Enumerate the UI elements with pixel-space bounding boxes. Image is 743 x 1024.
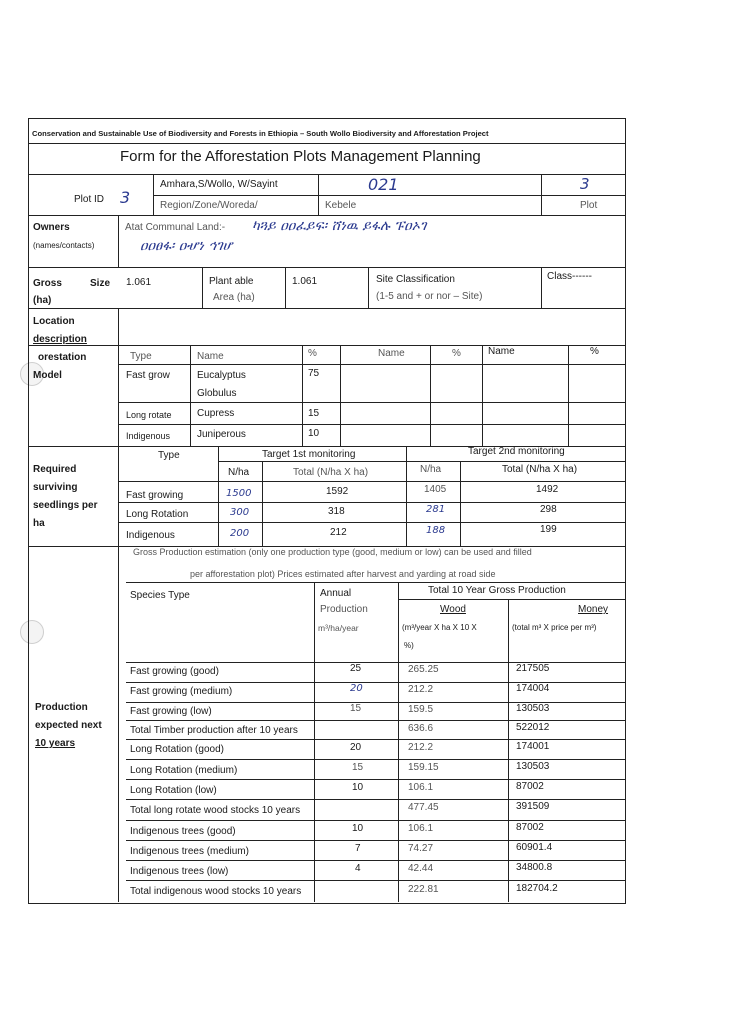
production-row-wood: 222.81 (408, 884, 439, 895)
seedlings-row-n2: 281 (426, 504, 446, 515)
model-h-pct: % (308, 348, 317, 359)
seedlings-h-total2: Total (N/ha X ha) (502, 464, 578, 475)
production-row-money: 391509 (516, 801, 550, 812)
model-row-name-2: Globulus (197, 388, 237, 399)
production-row-type: Fast growing (good) (130, 666, 219, 677)
plot-id-label: Plot ID (74, 194, 105, 205)
production-row-wood: 212.2 (408, 684, 434, 695)
production-row-money: 87002 (516, 822, 544, 833)
site-classification-label: Site Classification (376, 274, 455, 285)
production-row-money: 182704.2 (516, 883, 558, 894)
seedlings-row-n1: 300 (230, 507, 250, 518)
production-row-money: 34800.8 (516, 862, 553, 873)
plantable-label-1: Plant able (209, 276, 254, 287)
model-row-name: Cupress (197, 408, 235, 419)
seedlings-row-type: Long Rotation (126, 509, 189, 520)
region-label: Region/Zone/Woreda/ (160, 200, 258, 211)
production-h-wood: Wood (440, 604, 466, 615)
production-row-money: 174001 (516, 741, 550, 752)
seedlings-h-type: Type (158, 450, 180, 461)
production-label-2: expected next (35, 720, 102, 731)
region-value: Amhara,S/Wollo, W/Sayint (160, 179, 278, 190)
production-row-type: Total indigenous wood stocks 10 years (130, 886, 302, 897)
seedlings-label-1: Required (33, 464, 77, 475)
production-row-type: Indigenous trees (good) (130, 826, 236, 837)
production-row-type: Fast growing (medium) (130, 686, 233, 697)
production-row-money: 174004 (516, 683, 550, 694)
production-label-1: Production (35, 702, 88, 713)
production-row-type: Total Timber production after 10 years (130, 725, 298, 736)
production-h-wood-3: %) (404, 641, 414, 650)
production-row-money: 522012 (516, 722, 550, 733)
production-row-money: 60901.4 (516, 842, 553, 853)
seedlings-label-3: seedlings per (33, 500, 98, 511)
model-row-type: Indigenous (126, 431, 171, 441)
ha-label: (ha) (33, 295, 52, 306)
plot-label: Plot (580, 200, 598, 211)
seedlings-row-n2: 188 (426, 525, 446, 536)
production-row-annual: 7 (355, 843, 361, 854)
owners-handwritten-1: ካጓይ ዐዐፈይፍ፡ ሸነዉ ይፋሉ ፑዐኦገ (252, 218, 427, 234)
production-row-wood: 159.5 (408, 704, 434, 715)
seedlings-row-type: Fast growing (126, 490, 184, 501)
size-label: Size (90, 278, 111, 289)
production-h-wood-2: (m³/year X ha X 10 X (402, 623, 477, 632)
seedlings-row-t1: 212 (330, 527, 347, 538)
plantable-label-2: Area (ha) (213, 292, 255, 303)
seedlings-h-total1: Total (N/ha X ha) (293, 467, 369, 478)
location-label-2: description (33, 334, 87, 345)
production-row-wood: 106.1 (408, 823, 434, 834)
production-note-1: Gross Production estimation (only one production type (good, medium or low) can be used and filled (133, 547, 532, 557)
seedlings-row-n1: 200 (230, 528, 250, 539)
production-note-2: per afforestation plot) Prices estimated after harvest and yarding at road side (190, 569, 496, 579)
model-h-pct3: % (590, 346, 599, 357)
model-label-2: Model (33, 370, 62, 381)
owners-prefix: Atat Communal Land:- (125, 222, 226, 233)
gross-label: Gross (33, 278, 62, 289)
site-classification-hint: (1-5 and + or nor – Site) (376, 291, 483, 302)
kebele-label: Kebele (325, 200, 357, 211)
seedlings-h-nha: N/ha (228, 467, 250, 478)
production-row-annual: 20 (350, 683, 363, 694)
location-label-1: Location (33, 316, 75, 327)
seedlings-row-n2: 1405 (424, 484, 447, 495)
model-row-name: Juniperous (197, 429, 246, 440)
production-row-type: Long Rotation (low) (130, 785, 217, 796)
seedlings-row-t2: 1492 (536, 484, 559, 495)
model-h-name2: Name (378, 348, 405, 359)
model-h-pct2: % (452, 348, 461, 359)
production-h-annual-3: m³/ha/year (318, 623, 359, 633)
production-row-wood: 477.45 (408, 802, 439, 813)
production-h-money-2: (total m³ X price per m³) (512, 623, 597, 632)
production-row-wood: 106.1 (408, 782, 434, 793)
seedlings-h-target2: Target 2nd monitoring (468, 446, 565, 457)
owners-label: Owners (33, 222, 70, 233)
production-row-annual: 15 (352, 762, 364, 773)
production-row-annual: 15 (350, 703, 362, 714)
production-row-type: Long Rotation (good) (130, 744, 224, 755)
model-h-type: Type (130, 351, 152, 362)
model-row-pct: 75 (308, 368, 320, 379)
production-row-type: Indigenous trees (medium) (130, 846, 249, 857)
production-row-wood: 74.27 (408, 843, 434, 854)
seedlings-h-nha2: N/ha (420, 464, 442, 475)
project-header: Conservation and Sustainable Use of Biodiversity and Forests in Ethiopia – South Wollo Biodiversity and Afforestation Project (32, 129, 489, 138)
seedlings-label-2: surviving (33, 482, 78, 493)
gross-value: 1.061 (126, 277, 152, 288)
production-row-money: 130503 (516, 761, 550, 772)
production-row-annual: 10 (352, 782, 364, 793)
production-row-wood: 636.6 (408, 723, 434, 734)
model-row-name: Eucalyptus (197, 370, 246, 381)
class-label: Class------ (547, 271, 592, 282)
owners-sublabel: (names/contacts) (33, 241, 95, 250)
seedlings-row-t2: 298 (540, 504, 557, 515)
production-row-annual: 25 (350, 663, 362, 674)
production-row-annual: 10 (352, 823, 364, 834)
seedlings-label-4: ha (33, 518, 45, 529)
production-h-money: Money (578, 604, 609, 615)
plantable-value: 1.061 (292, 276, 318, 287)
production-label-3: 10 years (35, 738, 76, 749)
production-row-annual: 4 (355, 863, 361, 874)
production-row-money: 130503 (516, 703, 550, 714)
model-h-name3: Name (488, 346, 515, 357)
production-row-type: Long Rotation (medium) (130, 765, 238, 776)
production-row-type: Indigenous trees (low) (130, 866, 229, 877)
model-row-pct: 15 (308, 408, 320, 419)
plot-id-value: 3 (120, 188, 131, 207)
production-row-money: 87002 (516, 781, 544, 792)
seedlings-row-t2: 199 (540, 524, 557, 535)
production-row-money: 217505 (516, 663, 550, 674)
seedlings-row-type: Indigenous (126, 530, 175, 541)
production-row-wood: 265.25 (408, 664, 439, 675)
seedlings-row-t1: 1592 (326, 486, 349, 497)
model-label-1: orestation (38, 352, 87, 363)
kebele-value: 021 (368, 175, 399, 194)
production-row-wood: 212.2 (408, 742, 434, 753)
production-h-species: Species Type (130, 590, 190, 601)
production-row-wood: 42.44 (408, 863, 434, 874)
model-row-pct: 10 (308, 428, 320, 439)
production-row-type: Total long rotate wood stocks 10 years (130, 805, 301, 816)
production-h-annual: Annual (320, 588, 352, 599)
model-row-type: Fast grow (126, 370, 170, 381)
production-h-annual-2: Production (320, 604, 368, 615)
seedlings-row-n1: 1500 (226, 488, 252, 499)
production-row-type: Fast growing (low) (130, 706, 212, 717)
owners-handwritten-2: ዐዐፀፋ፡ ዐሇነ ኅገሆ (140, 238, 233, 254)
plot-value: 3 (580, 175, 590, 193)
seedlings-h-target1: Target 1st monitoring (262, 449, 356, 460)
production-row-wood: 159.15 (408, 762, 439, 773)
seedlings-row-t1: 318 (328, 506, 345, 517)
production-row-annual: 20 (350, 742, 362, 753)
model-row-type: Long rotate (126, 410, 172, 420)
form-title: Form for the Afforestation Plots Management Planning (120, 148, 481, 165)
production-h-total: Total 10 Year Gross Production (428, 585, 566, 596)
model-h-name: Name (197, 351, 224, 362)
